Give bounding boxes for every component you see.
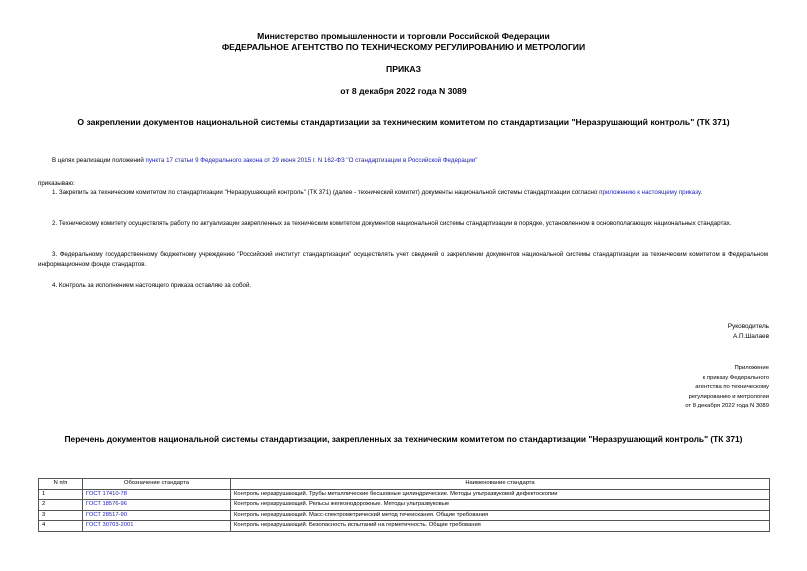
row-number: 4 bbox=[39, 521, 83, 532]
appendix-line-5: от 8 декабря 2022 года N 3089 bbox=[685, 403, 769, 410]
appendix-line-4: регулированию и метрологии bbox=[688, 393, 769, 400]
paragraph-1 bbox=[38, 188, 768, 198]
signature-name: А.П.Шалаев bbox=[732, 333, 769, 340]
standard-name: Контроль неразрушающий. Безопасность испытаний на герметичность. Общие требования bbox=[231, 521, 770, 532]
table-row bbox=[39, 510, 770, 521]
appendix-link[interactable]: приложению к настоящему приказу bbox=[599, 189, 701, 196]
ministry-name: Министерство промышленности и торговли Российской Федерации bbox=[257, 31, 550, 41]
appendix-line-1: Приложение bbox=[734, 365, 769, 371]
standards-table bbox=[38, 478, 770, 532]
table-row bbox=[39, 521, 770, 532]
table-header-row bbox=[39, 479, 770, 490]
appendix-header bbox=[629, 364, 769, 412]
standard-name: Контроль неразрушающий. Рельсы железнодорожные. Методы ультразвуковые bbox=[231, 500, 770, 511]
document-date: от 8 декабря 2022 года N 3089 bbox=[340, 86, 467, 96]
header-designation: Обозначение стандарта bbox=[83, 479, 231, 490]
paragraph-2: 2. Техническому комитету осуществлять работу по актуализации закрепленных за техническим комитетом документов национальной системы стандартизации в порядке, установленном в основополагающих национальных стандартах. bbox=[52, 220, 732, 227]
law-link[interactable]: пункта 17 статьи 9 Федерального закона от 29 июня 2015 г. N 162-ФЗ "О стандартизации в Российской Федерации" bbox=[145, 157, 478, 164]
appendix-line-3: агентства по техническому bbox=[695, 384, 769, 391]
intro-paragraph bbox=[52, 156, 772, 166]
header-name: Наименование стандарта bbox=[231, 479, 770, 490]
row-number: 2 bbox=[39, 500, 83, 511]
header-number: N п/п bbox=[39, 479, 83, 490]
paragraph-3: 3. Федеральному государственному бюджетному учреждению "Российский институт стандартизации" осуществлять учет сведений о закреплении документов национальной системы стандартизации за техническим комитетом в Федеральном информационном фонде стандартов. bbox=[38, 251, 768, 268]
standard-link[interactable]: ГОСТ 18576-96 bbox=[83, 500, 231, 511]
standard-link[interactable]: ГОСТ 17410-78 bbox=[83, 489, 231, 500]
agency-name: ФЕДЕРАЛЬНОЕ АГЕНТСТВО ПО ТЕХНИЧЕСКОМУ РЕГУЛИРОВАНИЮ И МЕТРОЛОГИИ bbox=[221, 42, 586, 52]
paragraph-1-text: 1. Закрепить за техническим комитетом по стандартизации "Неразрушающий контроль" (ТК 371) (далее - технический комитет) документы национальной системы стандартизации согласно bbox=[52, 189, 600, 196]
order-word: приказываю: bbox=[38, 180, 75, 187]
document-type: ПРИКАЗ bbox=[386, 64, 421, 74]
standard-link[interactable]: ГОСТ 28517-90 bbox=[83, 510, 231, 521]
row-number: 1 bbox=[39, 489, 83, 500]
intro-prefix: В целях реализации положений bbox=[52, 157, 146, 164]
table-row bbox=[39, 500, 770, 511]
paragraph-4: 4. Контроль за исполнением настоящего приказа оставляю за собой. bbox=[52, 282, 252, 289]
appendix-line-2: к приказу Федерального bbox=[702, 374, 769, 381]
standard-name: Контроль неразрушающий. Масс-спектрометрический метод течеискания. Общие требования bbox=[231, 510, 770, 521]
table-row bbox=[39, 489, 770, 500]
standard-name: Контроль неразрушающий. Трубы металлические бесшовные цилиндрические. Методы ультразвуковой дефектоскопии bbox=[231, 489, 770, 500]
paragraph-1-end: . bbox=[700, 189, 703, 196]
document-title: О закреплении документов национальной системы стандартизации за техническим комитетом по стандартизации "Неразрушающий контроль" (ТК 371) bbox=[77, 117, 730, 127]
row-number: 3 bbox=[39, 510, 83, 521]
standard-link[interactable]: ГОСТ 30703-2001 bbox=[83, 521, 231, 532]
standards-list-title: Перечень документов национальной системы стандартизации, закрепленных за техническим комитетом по стандартизации "Неразрушающий контроль" (ТК 371) bbox=[64, 434, 743, 444]
signature-position: Руководитель bbox=[727, 323, 769, 330]
